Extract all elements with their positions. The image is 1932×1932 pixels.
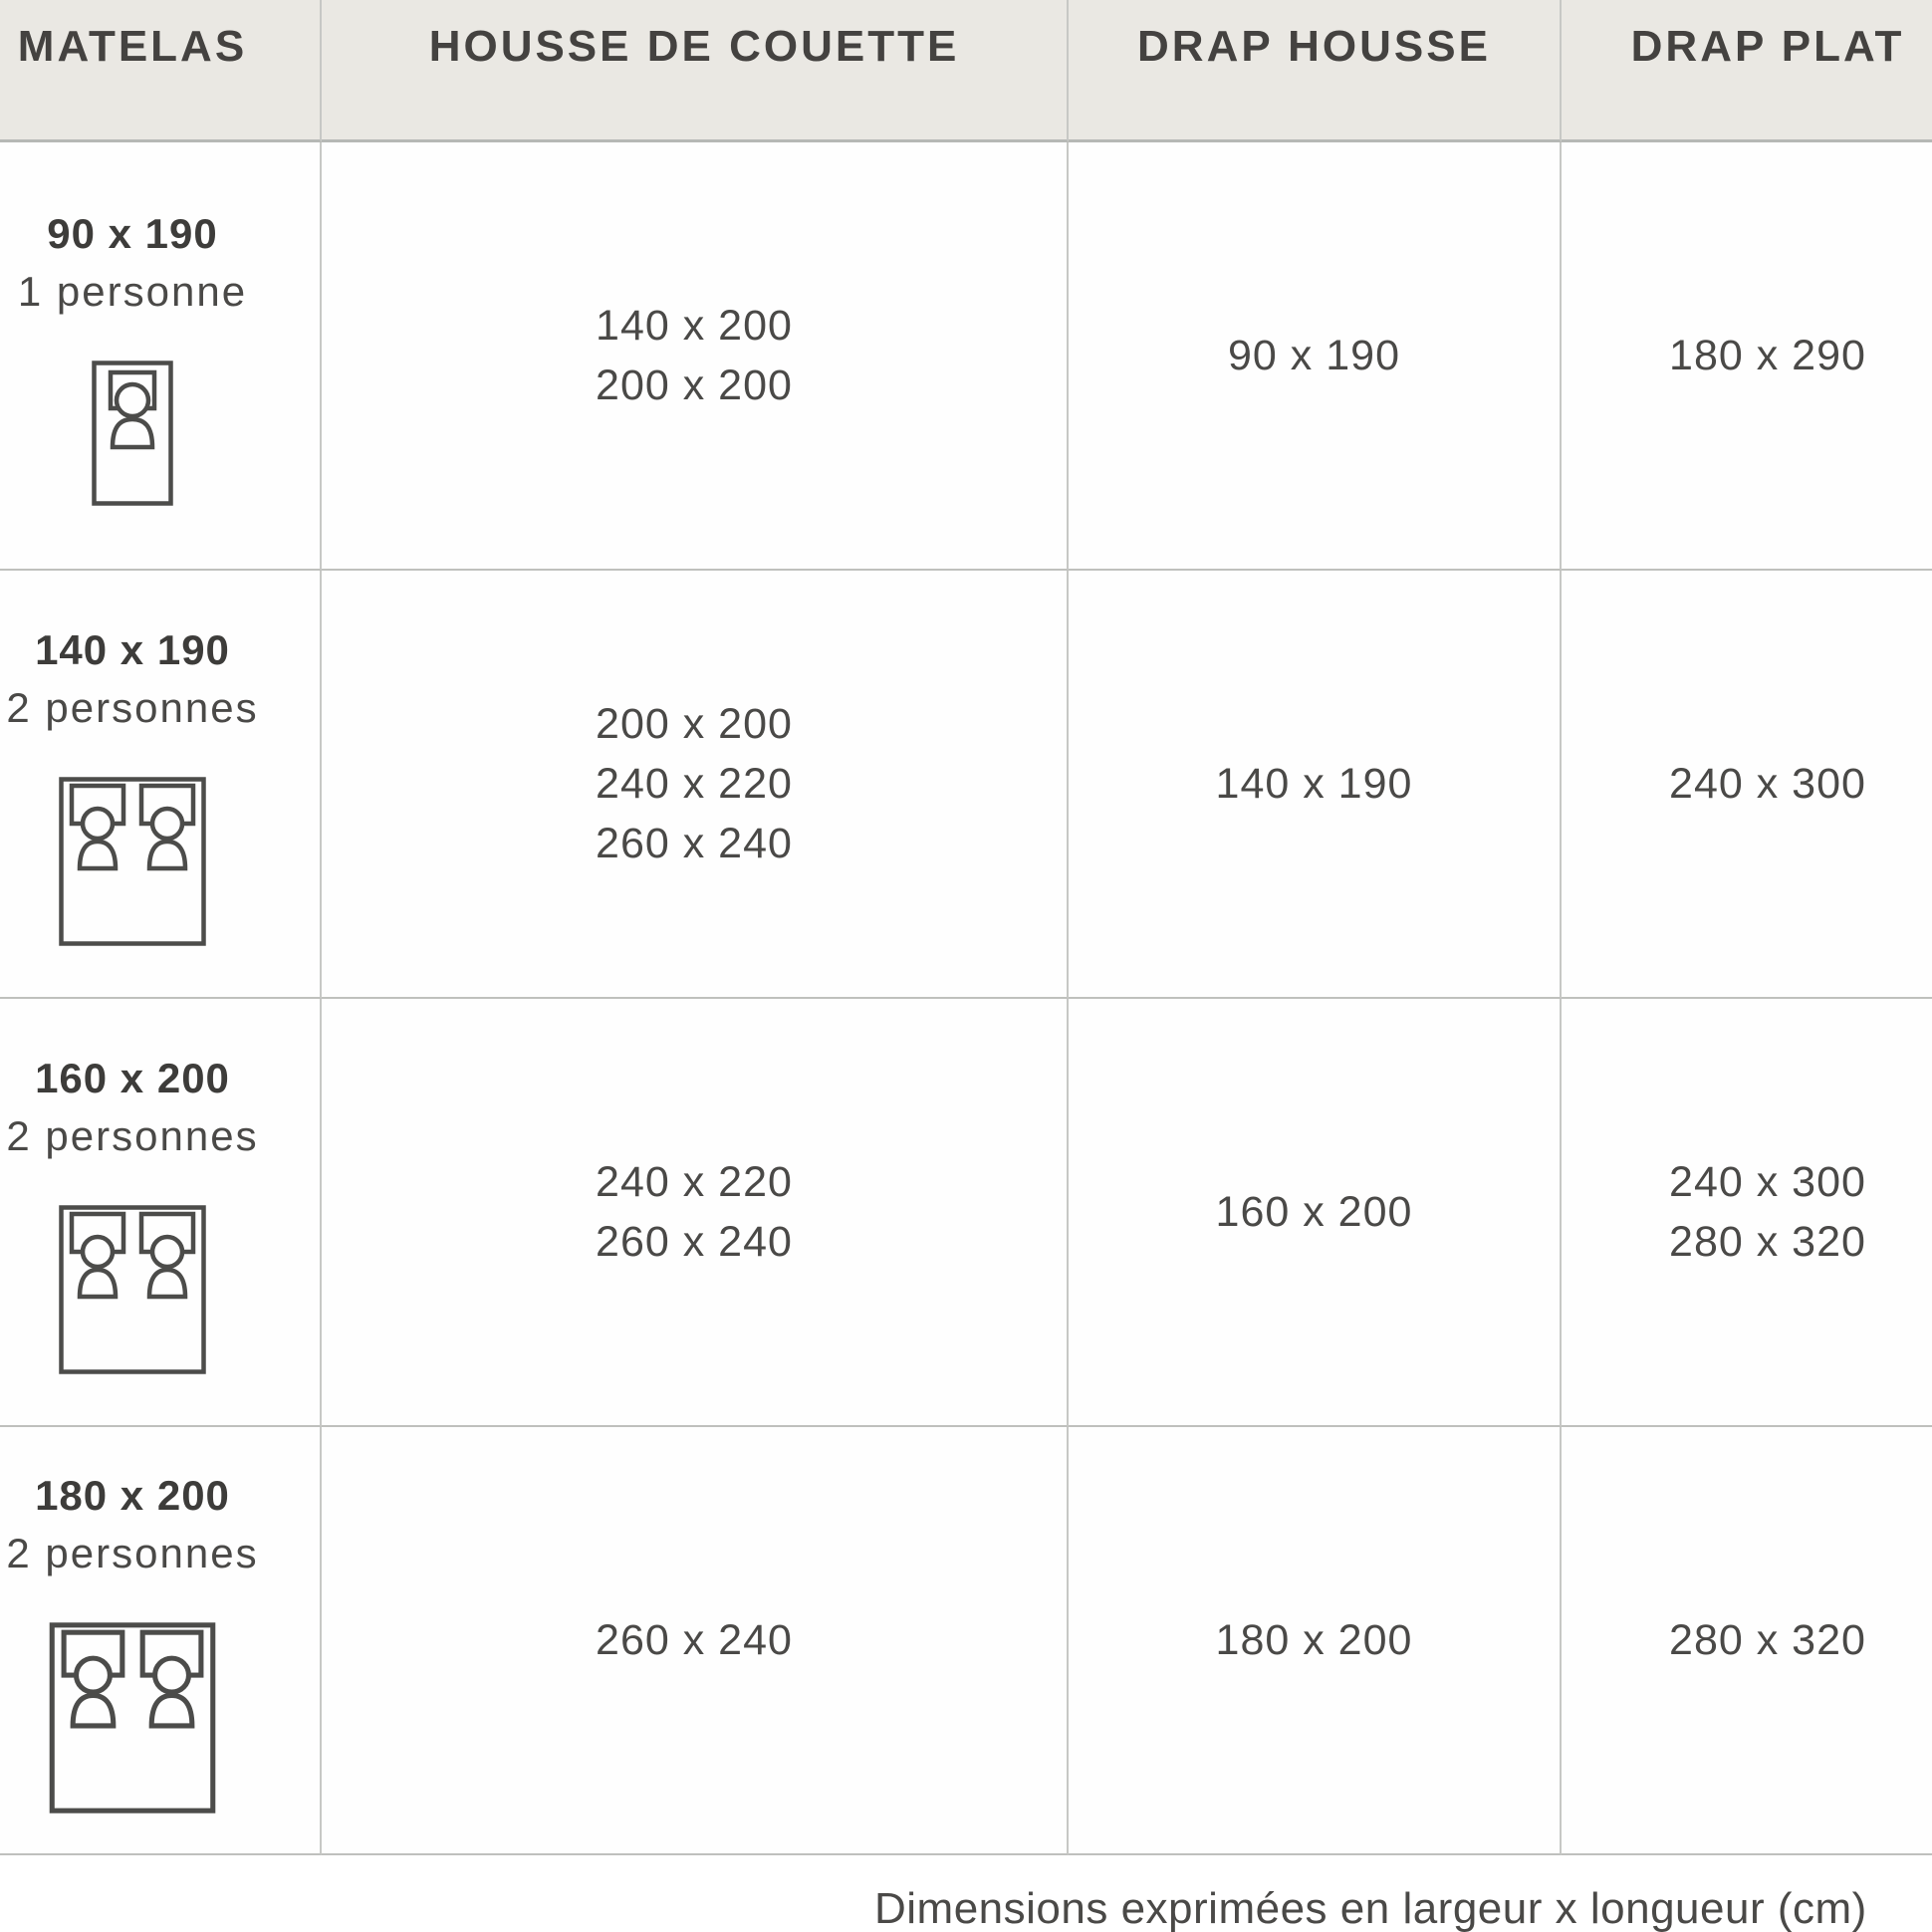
- matelas-cell: [0, 1427, 322, 1855]
- dimension-value: 90 x 190: [1228, 332, 1400, 379]
- person-head: [83, 809, 113, 839]
- drap-plat-cell: [1562, 1427, 1932, 1855]
- double-bed-icon-wrap: [59, 777, 206, 946]
- drap-housse-cell: [1069, 571, 1562, 999]
- dimension-value: 180 x 200: [1215, 1616, 1413, 1664]
- matelas-cell: [0, 571, 322, 999]
- drap-plat-cell: [1562, 571, 1932, 999]
- person-head: [77, 1658, 111, 1692]
- column-header-matelas: [0, 0, 322, 142]
- dimension-value: 140 x 190: [1215, 760, 1413, 808]
- dimension-value: 240 x 300: [1669, 760, 1866, 808]
- dimensions-footnote: Dimensions exprimées en largeur x longueur (cm): [874, 1884, 1867, 1932]
- persons-label: 2 personnes: [6, 1530, 259, 1576]
- persons-label: 1 personne: [17, 268, 248, 315]
- mattress-size: 160 x 200: [35, 1055, 230, 1101]
- single-bed-icon-wrap: [92, 361, 173, 506]
- column-header-housse-de-couette: [322, 0, 1069, 142]
- housse-de-couette-cell: [322, 571, 1069, 999]
- column-header-label: MATELAS: [17, 22, 248, 71]
- single-bed-icon: [92, 361, 173, 506]
- person-shoulders: [151, 1695, 192, 1725]
- dimension-value: 140 x 200: [596, 302, 793, 350]
- person-shoulders: [149, 842, 185, 868]
- person-shoulders: [113, 419, 152, 447]
- person-head: [117, 384, 148, 416]
- column-header-label: DRAP PLAT: [1630, 22, 1905, 71]
- person-head: [152, 809, 182, 839]
- dimension-value: 260 x 240: [596, 820, 793, 867]
- person-shoulders: [80, 842, 116, 868]
- double-bed-icon-wrap: [59, 1205, 206, 1374]
- persons-label: 2 personnes: [6, 1112, 259, 1159]
- persons-label: 2 personnes: [6, 684, 259, 731]
- dimension-value: 160 x 200: [1215, 1188, 1413, 1236]
- mattress-size: 180 x 200: [35, 1472, 230, 1519]
- dimension-value: 280 x 320: [1669, 1616, 1866, 1664]
- dimension-value: 260 x 240: [596, 1616, 793, 1664]
- dimension-value: 260 x 240: [596, 1218, 793, 1266]
- double-bed-icon: [59, 1205, 206, 1374]
- mattress-size: 140 x 190: [35, 626, 230, 673]
- person-head: [152, 1237, 182, 1267]
- dimension-value: 180 x 290: [1669, 332, 1866, 379]
- person-shoulders: [149, 1270, 185, 1297]
- drap-plat-cell: [1562, 999, 1932, 1427]
- housse-de-couette-cell: [322, 142, 1069, 571]
- dimension-value: 240 x 300: [1669, 1158, 1866, 1206]
- column-header-label: DRAP HOUSSE: [1137, 22, 1491, 71]
- column-header-label: HOUSSE DE COUETTE: [428, 22, 960, 71]
- dimension-value: 200 x 200: [596, 362, 793, 409]
- person-shoulders: [73, 1695, 114, 1725]
- housse-de-couette-cell: [322, 999, 1069, 1427]
- housse-de-couette-cell: [322, 1427, 1069, 1855]
- matelas-cell: [0, 142, 322, 571]
- drap-housse-cell: [1069, 1427, 1562, 1855]
- drap-housse-cell: [1069, 999, 1562, 1427]
- drap-plat-cell: [1562, 142, 1932, 571]
- column-header-drap-plat: [1562, 0, 1932, 142]
- person-shoulders: [80, 1270, 116, 1297]
- dimension-value: 240 x 220: [596, 760, 793, 808]
- mattress-size: 90 x 190: [47, 210, 218, 257]
- double-bed-icon-wrap: [45, 1622, 220, 1813]
- person-head: [155, 1658, 189, 1692]
- matelas-cell: [0, 999, 322, 1427]
- dimension-value: 200 x 200: [596, 700, 793, 748]
- dimension-value: 240 x 220: [596, 1158, 793, 1206]
- dimension-value: 280 x 320: [1669, 1218, 1866, 1266]
- drap-housse-cell: [1069, 142, 1562, 571]
- person-head: [83, 1237, 113, 1267]
- column-header-drap-housse: [1069, 0, 1562, 142]
- double-bed-icon: [59, 777, 206, 946]
- double-bed-icon: [45, 1622, 220, 1813]
